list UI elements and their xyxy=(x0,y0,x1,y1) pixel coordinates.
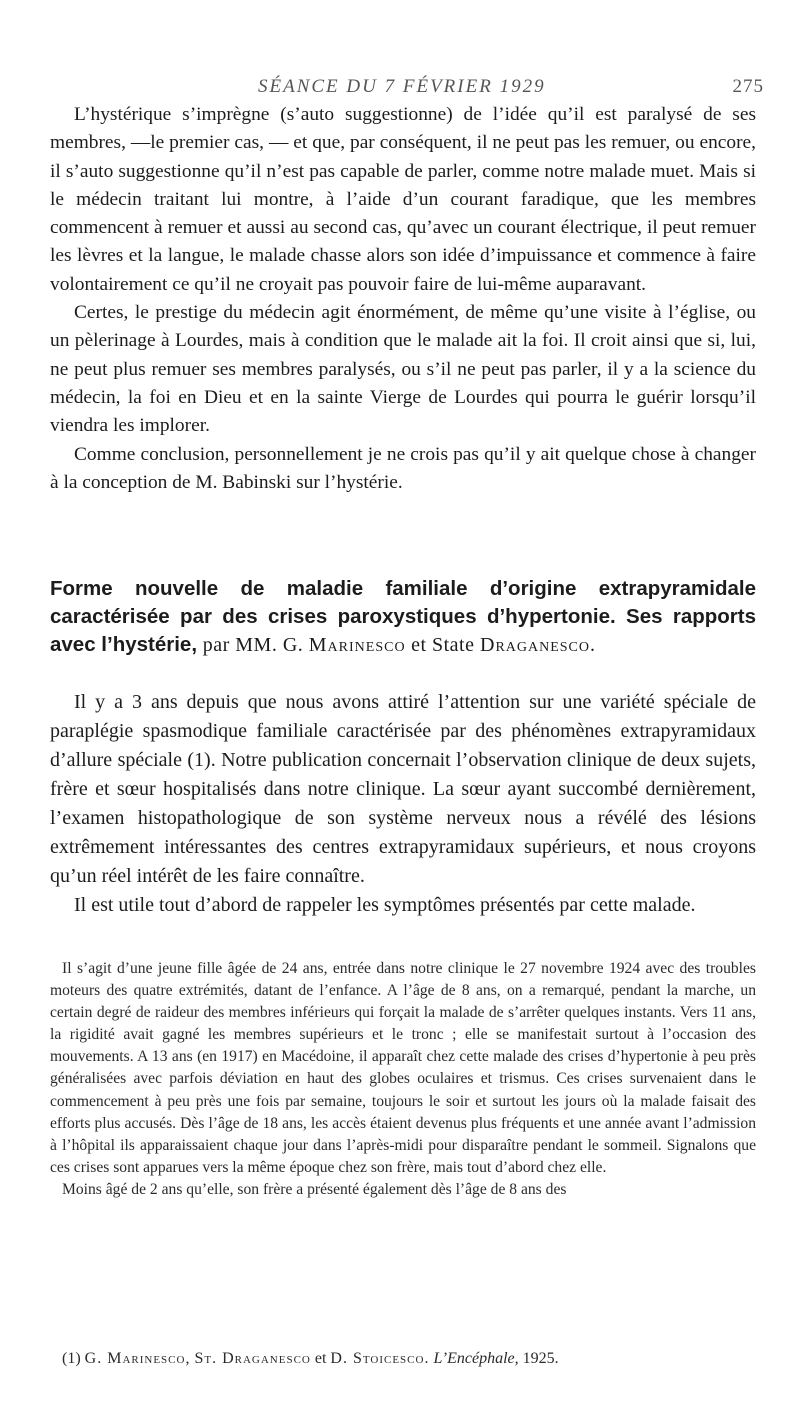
article-heading xyxy=(50,575,756,659)
small-paragraph: Il s’agit d’une jeune fille âgée de 24 ans, entrée dans notre clinique le 27 novembre 1924 avec des troubles moteurs des quatre extrémités, datant de l’enfance. A l’âge de 8 ans, on a remarqué, pendant la marche, un certain degré de raideur des membres inférieurs qui forçait la malade de s’arrêter quelques instants. Vers 11 ans, la rigidité avait gagné les membres supérieurs et le tronc ; elle se manifestait surtout à l’occasion des mouvements. A 13 ans (en 1917) en Macédoine, il apparaît chez cette malade des crises d’hypertonie à peu près généralisées avec parfois déviation en haut des globes oculaires et trismus. Ces crises survenaient dans le commencement à peu près une fois par semaine, toujours le soir et surtout les jours où la malade faisait des efforts plus accusés. Dès l’âge de 18 ans, les accès étaient devenus plus fréquents et une année avant l’admission à l’hôpital ils apparaissaient chaque jour dans l’après-midi pour disparaître pendant le sommeil. Signalons que ces crises sont apparues vers la même époque chez son frère, mais tout d’abord chez elle. xyxy=(50,960,756,1176)
paragraph: Certes, le prestige du médecin agit énormément, de même qu’une visite à l’église, ou un pèlerinage à Lourdes, mais à condition que le malade ait la foi. Il croit ainsi que si, lui, ne peut plus remuer ses membres paralysés, ou s’il ne peut pas parler, il y a la science du médecin, la foi en Dieu et en la sainte Vierge de Lourdes qui pourra le guérir lorsqu’il viendra les implorer. xyxy=(50,302,756,437)
byline-prefix: par MM. G. xyxy=(202,634,304,656)
case-observation xyxy=(50,958,756,1201)
author-draganesco: Draganesco. xyxy=(480,634,597,656)
footnote-author-3: D. Stoicesco. xyxy=(330,1350,430,1367)
footnote xyxy=(50,1348,756,1370)
footnote-conjunction: et xyxy=(314,1350,327,1367)
footnote-year: 1925. xyxy=(522,1350,559,1367)
footnote-author-2: St. Draganesco xyxy=(194,1350,311,1367)
text-block-hysteria-discussion xyxy=(50,101,756,497)
running-head-title: SÉANCE DU 7 FÉVRIER 1929 xyxy=(258,76,546,97)
paragraph: Il y a 3 ans depuis que nous avons attiré l’attention sur une variété spéciale de paraplégie spasmodique familiale caractérisée par des phénomènes extrapyramidaux d’allure spéciale (1). Notre publication concernait l’observation clinique de deux sujets, frère et sœur hospitalisés dans notre clinique. La sœur ayant succombé dernièrement, l’examen histopathologique de son système nerveux nous a révélé des lésions extrêmement intéressantes des centres extrapyramidaux supérieurs, et nous croyons qu’un réel intérêt de les faire connaître. xyxy=(50,691,756,887)
small-paragraph: Moins âgé de 2 ans qu’elle, son frère a présenté également dès l’âge de 8 ans des xyxy=(62,1180,567,1198)
paragraph: Comme conclusion, personnellement je ne crois pas qu’il y ait quelque chose à changer à la conception de M. Babinski sur l’hystérie. xyxy=(50,443,756,493)
text-block-article-intro xyxy=(50,688,756,920)
footnote-marker: (1) xyxy=(62,1350,81,1367)
footnote-journal: L’Encéphale, xyxy=(433,1350,519,1367)
article-byline xyxy=(203,634,596,656)
footnote-author-1: G. Marinesco, xyxy=(84,1350,191,1367)
paragraph: L’hystérique s’imprègne (s’auto suggestionne) de l’idée qu’il est paralysé de ses membres, —le premier cas, — et que, par conséquent, il ne peut pas les remuer, ou encore, il s’auto suggestionne qu’il n’est pas capable de parler, comme notre malade muet. Mais si le médecin traitant lui montre, à l’aide d’un courant faradique, que les membres commencent à remuer et aussi au second cas, qu’avec un courant électrique, il peut remuer les lèvres et la langue, le malade chasse alors son idée d’impuissance et commence à faire volontairement ce qu’il ne croyait pas pouvoir faire de lui-même auparavant. xyxy=(50,104,756,295)
author-marinesco: Marinesco xyxy=(308,634,406,656)
page-number: 275 xyxy=(732,76,764,97)
article-title: Forme nouvelle de maladie familiale d’origine extrapyramidale caractérisée par des crises paroxystiques d’hypertonie. Ses rapports avec l’hystérie, xyxy=(50,577,756,656)
byline-mid: et State xyxy=(411,634,475,656)
paragraph: Il est utile tout d’abord de rappeler les symptômes présentés par cette malade. xyxy=(74,894,696,916)
